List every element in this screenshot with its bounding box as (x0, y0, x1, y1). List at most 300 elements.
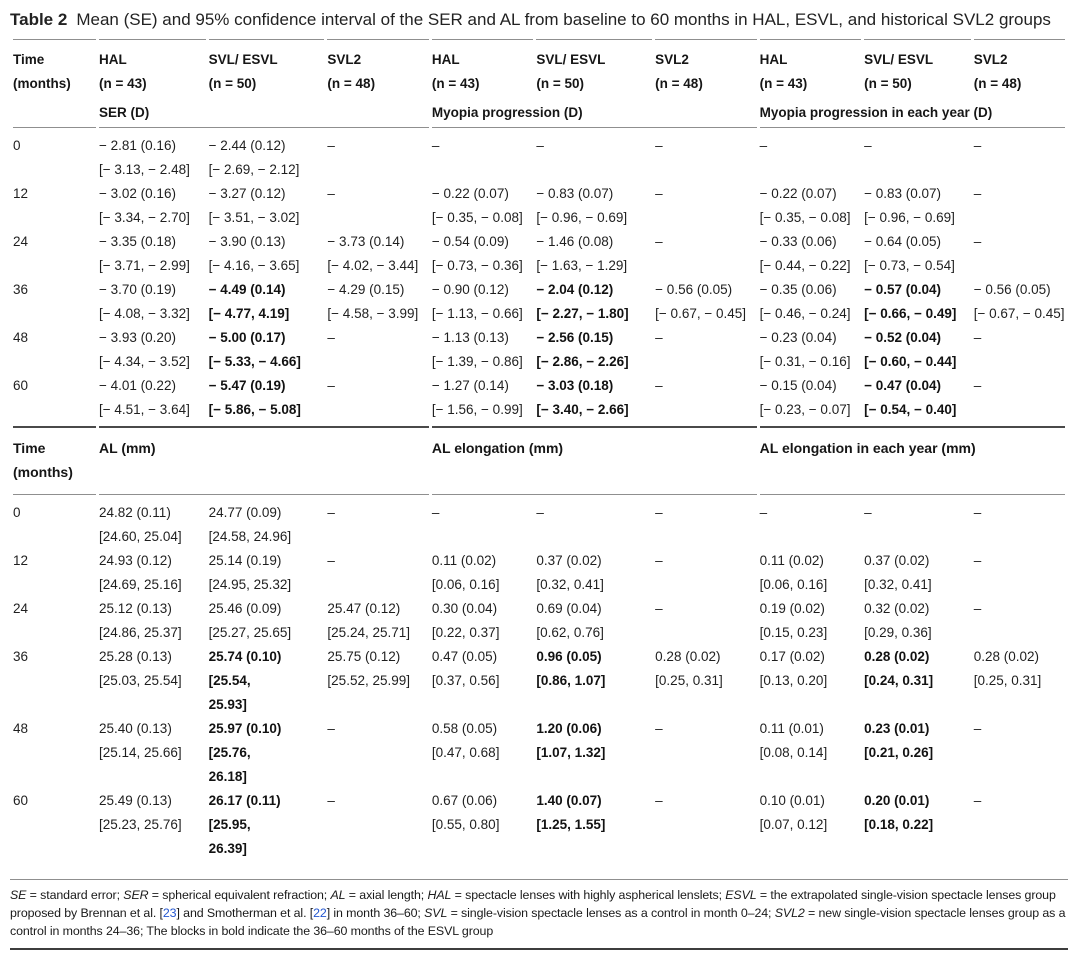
mean-se-value: 26.17 (0.11) (208, 793, 281, 808)
ci-value: [− 4.51, − 3.64] (99, 402, 190, 417)
table-cell (974, 549, 1065, 597)
table-cell (655, 230, 756, 278)
table-row (13, 230, 1065, 278)
table-cell (864, 789, 971, 865)
ci-value: [− 0.96, − 0.69] (536, 210, 628, 225)
table-cell (760, 128, 861, 182)
ci-value: [− 4.16, − 3.65] (208, 258, 300, 273)
ci-value: [− 0.44, − 0.22] (759, 258, 851, 273)
time-cell (13, 182, 96, 230)
measure-header-cell: SER (D) (99, 96, 429, 128)
time-cell (13, 549, 96, 597)
table-cell (536, 326, 652, 374)
table-cell (864, 717, 971, 789)
table-cell (655, 645, 756, 717)
empty-cell-dash: – (655, 601, 663, 616)
ci-value: [0.06, 0.16] (759, 577, 828, 592)
ci-value: [0.47, 0.68] (431, 745, 500, 760)
empty-cell-dash: – (973, 138, 982, 153)
table-row (13, 549, 1065, 597)
group-name: SVL/ ESVL (864, 52, 934, 67)
mean-se-value: 25.46 (0.09) (208, 601, 282, 616)
time-value: 36 (13, 649, 29, 664)
table-cell (536, 128, 652, 182)
table-cell (974, 230, 1065, 278)
table-cell (209, 128, 325, 182)
ci-value: [− 4.02, − 3.44] (327, 258, 419, 273)
ci-value: [− 3.71, − 2.99] (99, 258, 190, 273)
time-value: 48 (13, 721, 29, 736)
table-cell (864, 128, 971, 182)
group-name: SVL2 (655, 52, 689, 67)
ci-value: [− 1.56, − 0.99] (431, 402, 523, 417)
empty-cell-dash: – (759, 138, 768, 153)
time-cell (13, 597, 96, 645)
mean-se-value: 25.75 (0.12) (327, 649, 401, 664)
ci-value: [− 3.13, − 2.48] (99, 162, 190, 177)
mean-se-value: − 1.13 (0.13) (431, 330, 509, 345)
ci-value: [− 5.86, − 5.08] (208, 402, 301, 417)
table-cell (327, 495, 428, 549)
empty-cell-dash: – (655, 138, 663, 153)
ci-value: [1.25, 1.55] (536, 817, 606, 832)
empty-cell-dash: – (327, 793, 335, 808)
ci-value: [− 0.54, − 0.40] (864, 402, 957, 417)
table-cell (760, 326, 861, 374)
table-row (13, 597, 1065, 645)
table-cell (209, 789, 325, 865)
ci-value-wrap: 26.18] (208, 769, 247, 784)
table-cell (327, 128, 428, 182)
ser-table-head (13, 39, 1065, 128)
time-value: 0 (13, 505, 21, 520)
group-header-cell (974, 39, 1065, 96)
table-cell (209, 278, 325, 326)
time-value: 60 (13, 378, 29, 393)
mean-se-value: 0.11 (0.02) (431, 553, 497, 568)
table-cell (974, 495, 1065, 549)
mean-se-value: − 4.49 (0.14) (208, 282, 286, 297)
table-cell (974, 182, 1065, 230)
group-header-cell (760, 39, 861, 96)
mean-se-value: 0.96 (0.05) (536, 649, 602, 664)
table-cell (432, 495, 533, 549)
table-footnote (10, 879, 1068, 950)
mean-se-value: 25.14 (0.19) (208, 553, 282, 568)
table-cell (760, 597, 861, 645)
table-cell (327, 645, 428, 717)
mean-se-value: − 2.04 (0.12) (536, 282, 614, 297)
mean-se-value: 25.12 (0.13) (99, 601, 172, 616)
footnote-text: = new single-vision spectacle lenses group as a control in months 24–36; The blocks in bold indicate the 36–60 months of the ESVL group (10, 906, 1066, 938)
citation-link[interactable]: 23 (162, 906, 177, 920)
footnote-text: = the extrapolated single-vision spectacle lenses group proposed by Brennan et al. [ (10, 888, 1056, 920)
group-name: HAL (99, 52, 127, 67)
ci-value: [25.23, 25.76] (99, 817, 182, 832)
table-row (13, 326, 1065, 374)
mean-se-value: − 2.56 (0.15) (536, 330, 614, 345)
empty-cell-dash: – (655, 330, 663, 345)
ci-value: [− 4.58, − 3.99] (327, 306, 419, 321)
mean-se-value: 25.40 (0.13) (99, 721, 172, 736)
ci-value: [25.03, 25.54] (99, 673, 182, 688)
time-value: 0 (13, 138, 21, 153)
ci-value: [1.07, 1.32] (536, 745, 606, 760)
table-row (13, 128, 1065, 182)
ci-value: [− 3.51, − 3.02] (208, 210, 300, 225)
group-header-cell (99, 39, 206, 96)
ci-value: [0.15, 0.23] (759, 625, 828, 640)
empty-cell-dash: – (973, 793, 982, 808)
empty-cell-dash: – (759, 505, 768, 520)
ci-value: [24.95, 25.32] (208, 577, 292, 592)
table-cell (209, 549, 325, 597)
mean-se-value: − 0.54 (0.09) (431, 234, 509, 249)
time-cell (13, 374, 96, 426)
ci-value: [− 0.60, − 0.44] (864, 354, 957, 369)
empty-cell-dash: – (327, 186, 335, 201)
mean-se-value: − 3.27 (0.12) (208, 186, 286, 201)
ci-value: [24.86, 25.37] (99, 625, 182, 640)
table-cell (974, 789, 1065, 865)
footnote-abbreviation: ESVL (725, 888, 757, 902)
time-value: 60 (13, 793, 29, 808)
footnote-text: ] in month 36–60; (326, 906, 425, 920)
empty-cell-dash: – (655, 378, 663, 393)
table-cell (432, 230, 533, 278)
measure-header-spacer (13, 96, 96, 128)
table-cell (864, 645, 971, 717)
ci-value: [− 4.77, 4.19] (208, 306, 290, 321)
table-cell (974, 128, 1065, 182)
table-cell (327, 789, 428, 865)
mean-se-value: 24.82 (0.11) (99, 505, 171, 520)
table-row (13, 278, 1065, 326)
table-cell (99, 597, 206, 645)
citation-link[interactable]: 22 (313, 906, 327, 920)
mean-se-value: 24.93 (0.12) (99, 553, 172, 568)
mean-se-value: 0.17 (0.02) (759, 649, 825, 664)
ci-value: [0.25, 0.31] (973, 673, 1042, 688)
time-cell (13, 230, 96, 278)
table-cell (864, 182, 971, 230)
ci-value: [0.86, 1.07] (536, 673, 606, 688)
ci-value: [− 2.86, − 2.26] (536, 354, 629, 369)
mean-se-value: 0.67 (0.06) (431, 793, 498, 808)
mean-se-value: 24.77 (0.09) (208, 505, 282, 520)
mean-se-value: − 0.56 (0.05) (655, 282, 733, 297)
group-name: SVL2 (327, 52, 362, 67)
group-header-cell (536, 39, 652, 96)
table-cell (99, 182, 206, 230)
table-cell (99, 789, 206, 865)
mean-se-value: 25.97 (0.10) (208, 721, 282, 736)
ci-value: [− 0.73, − 0.36] (431, 258, 523, 273)
ci-value: [− 1.13, − 0.66] (431, 306, 523, 321)
table-cell (99, 717, 206, 789)
ci-value: [− 0.35, − 0.08] (759, 210, 851, 225)
table-cell (864, 326, 971, 374)
empty-cell-dash: – (973, 330, 982, 345)
empty-cell-dash: – (327, 505, 335, 520)
mean-se-value: 25.28 (0.13) (99, 649, 172, 664)
mean-se-value: − 3.02 (0.16) (99, 186, 176, 201)
table-row (13, 374, 1065, 426)
ci-value: [− 1.39, − 0.86] (431, 354, 523, 369)
time-value: 24 (13, 234, 29, 249)
ci-value: [0.62, 0.76] (536, 625, 604, 640)
ci-value: [− 0.31, − 0.16] (759, 354, 851, 369)
table-cell (432, 182, 533, 230)
table-cell (209, 645, 325, 717)
mean-se-value: 25.49 (0.13) (99, 793, 172, 808)
al-header-row (13, 426, 1065, 495)
table-cell (864, 597, 971, 645)
table-cell (209, 374, 325, 426)
mean-se-value: 0.47 (0.05) (431, 649, 498, 664)
ci-value: [− 3.40, − 2.66] (536, 402, 629, 417)
table-row (13, 495, 1065, 549)
ci-value: [− 1.63, − 1.29] (536, 258, 628, 273)
ci-value: [− 0.67, − 0.45] (973, 306, 1065, 321)
ci-value: [− 2.69, − 2.12] (208, 162, 300, 177)
empty-cell-dash: – (864, 138, 872, 153)
empty-cell-dash: – (655, 505, 663, 520)
time-cell (13, 326, 96, 374)
mean-se-value: − 0.47 (0.04) (864, 378, 942, 393)
group-header-cell (209, 39, 325, 96)
table-cell (655, 326, 756, 374)
mean-se-value: − 5.00 (0.17) (208, 330, 286, 345)
empty-cell-dash: – (327, 378, 335, 393)
measure-header-row (13, 96, 1065, 128)
table-cell (760, 717, 861, 789)
mean-se-value: 1.20 (0.06) (536, 721, 602, 736)
table-cell (209, 326, 325, 374)
table-cell (327, 597, 428, 645)
table-cell (99, 495, 206, 549)
ci-value: [0.25, 0.31] (655, 673, 723, 688)
ci-value: [25.14, 25.66] (99, 745, 182, 760)
mean-se-value: − 0.83 (0.07) (536, 186, 614, 201)
table-cell (99, 128, 206, 182)
footnote-abbreviation: HAL (427, 888, 452, 902)
mean-se-value: 1.40 (0.07) (536, 793, 602, 808)
measure-header-cell (760, 426, 1065, 495)
ci-value: [25.52, 25.99] (327, 673, 410, 688)
table-cell (974, 326, 1065, 374)
group-sample-size: (n = 50) (208, 76, 257, 91)
ci-value: [24.60, 25.04] (99, 529, 182, 544)
empty-cell-dash: – (655, 793, 663, 808)
group-header-cell (864, 39, 971, 96)
footnote-text: = spectacle lenses with highly aspherical lenslets; (451, 888, 726, 902)
mean-se-value: 0.28 (0.02) (973, 649, 1039, 664)
mean-se-value: 0.28 (0.02) (655, 649, 721, 664)
footnote-abbreviation: SVL (424, 906, 448, 920)
time-value: 36 (13, 282, 29, 297)
table-cell (655, 717, 756, 789)
ci-value: [24.58, 24.96] (208, 529, 292, 544)
ci-value: [0.13, 0.20] (759, 673, 828, 688)
table-cell (655, 374, 756, 426)
mean-se-value: − 0.52 (0.04) (864, 330, 942, 345)
mean-se-value: − 3.73 (0.14) (327, 234, 405, 249)
table-cell (327, 549, 428, 597)
table-cell (327, 278, 428, 326)
ci-value: [0.32, 0.41] (864, 577, 932, 592)
mean-se-value: 0.23 (0.01) (864, 721, 930, 736)
table-row (13, 717, 1065, 789)
mean-se-value: − 0.33 (0.06) (759, 234, 837, 249)
empty-cell-dash: – (864, 505, 872, 520)
table-cell (655, 128, 756, 182)
table-cell (536, 789, 652, 865)
empty-cell-dash: – (973, 505, 982, 520)
mean-se-value: 0.11 (0.01) (759, 721, 824, 736)
table-cell (327, 717, 428, 789)
measure-header-cell (99, 426, 429, 495)
time-cell (13, 278, 96, 326)
mean-se-value: 0.69 (0.04) (536, 601, 602, 616)
ci-value: [− 0.46, − 0.24] (759, 306, 851, 321)
mean-se-value: − 0.22 (0.07) (759, 186, 837, 201)
table-cell (99, 549, 206, 597)
group-sample-size: (n = 43) (759, 76, 808, 91)
table-cell (760, 645, 861, 717)
group-header-row (13, 39, 1065, 96)
mean-se-value: 0.58 (0.05) (431, 721, 498, 736)
table-cell (432, 128, 533, 182)
measure-header-label: AL elongation in each year (mm) (759, 440, 976, 456)
table-cell (209, 182, 325, 230)
mean-se-value: − 0.35 (0.06) (759, 282, 837, 297)
table-cell (99, 278, 206, 326)
table-row (13, 789, 1065, 865)
table-row (13, 182, 1065, 230)
ci-value: [0.55, 0.80] (431, 817, 500, 832)
table-cell (974, 717, 1065, 789)
empty-cell-dash: – (327, 330, 335, 345)
time-cell (13, 495, 96, 549)
ci-value: [− 0.67, − 0.45] (655, 306, 746, 321)
time-value: 12 (13, 553, 29, 568)
table-cell (99, 230, 206, 278)
mean-se-value: − 0.56 (0.05) (973, 282, 1051, 297)
ci-value: [− 0.96, − 0.69] (864, 210, 955, 225)
axial-length-table (10, 426, 1068, 865)
ci-value: [25.24, 25.71] (327, 625, 410, 640)
table-row (13, 645, 1065, 717)
table-cell (974, 597, 1065, 645)
table-cell (327, 374, 428, 426)
footnote-abbreviation: AL (330, 888, 346, 902)
ci-value: [0.08, 0.14] (759, 745, 828, 760)
ci-value: [25.76, (208, 745, 251, 760)
mean-se-value: 0.30 (0.04) (431, 601, 498, 616)
mean-se-value: − 0.64 (0.05) (864, 234, 942, 249)
table-cell (655, 597, 756, 645)
mean-se-value: 0.37 (0.02) (536, 553, 602, 568)
table-cell (760, 789, 861, 865)
ci-value-wrap: 26.39] (208, 841, 247, 856)
group-name: SVL2 (973, 52, 1008, 67)
table-cell (655, 278, 756, 326)
empty-cell-dash: – (655, 234, 663, 249)
table-cell (655, 549, 756, 597)
table-cell (432, 374, 533, 426)
time-header-line1: Time (13, 52, 45, 67)
group-sample-size: (n = 48) (327, 76, 376, 91)
time-header-line2: (months) (13, 464, 73, 480)
table-cell (864, 230, 971, 278)
footnote-text: = standard error; (26, 888, 124, 902)
table-cell (536, 549, 652, 597)
mean-se-value: − 4.01 (0.22) (99, 378, 176, 393)
mean-se-value: 0.37 (0.02) (864, 553, 930, 568)
mean-se-value: 0.19 (0.02) (759, 601, 825, 616)
table-caption (10, 8, 1068, 32)
mean-se-value: 0.32 (0.02) (864, 601, 930, 616)
group-sample-size: (n = 43) (431, 76, 480, 91)
group-header-cell (432, 39, 533, 96)
ser-table-body (13, 128, 1065, 426)
empty-cell-dash: – (431, 505, 440, 520)
time-cell (13, 789, 96, 865)
table-cell (432, 717, 533, 789)
ci-value: [− 5.33, − 4.66] (208, 354, 301, 369)
mean-se-value: − 0.23 (0.04) (759, 330, 837, 345)
ci-value: [− 4.08, − 3.32] (99, 306, 190, 321)
table-cell (209, 495, 325, 549)
mean-se-value: − 5.47 (0.19) (208, 378, 286, 393)
group-header-cell (327, 39, 428, 96)
table-cell (432, 789, 533, 865)
ci-value: [− 0.73, − 0.54] (864, 258, 955, 273)
ci-value: [25.54, (208, 673, 251, 688)
mean-se-value: 0.11 (0.02) (759, 553, 824, 568)
mean-se-value: − 0.90 (0.12) (431, 282, 509, 297)
time-cell (13, 717, 96, 789)
empty-cell-dash: – (973, 378, 982, 393)
table-cell (99, 326, 206, 374)
table-cell (760, 495, 861, 549)
ci-value: [0.37, 0.56] (431, 673, 500, 688)
mean-se-value: − 3.03 (0.18) (536, 378, 614, 393)
table-cell (209, 597, 325, 645)
group-name: SVL/ ESVL (208, 52, 278, 67)
ci-value: [− 4.34, − 3.52] (99, 354, 190, 369)
time-column-header (13, 39, 96, 96)
ci-value: [0.22, 0.37] (431, 625, 500, 640)
table-cell (536, 374, 652, 426)
table-cell (432, 645, 533, 717)
table-cell (536, 645, 652, 717)
table-cell (536, 597, 652, 645)
ci-value: [0.29, 0.36] (864, 625, 932, 640)
table-cell (327, 230, 428, 278)
mean-se-value: − 1.27 (0.14) (431, 378, 509, 393)
mean-se-value: − 2.81 (0.16) (99, 138, 176, 153)
table-cell (536, 230, 652, 278)
al-table-body (13, 495, 1065, 865)
table-cell (760, 278, 861, 326)
al-table-head (13, 426, 1065, 495)
ci-value: [0.18, 0.22] (864, 817, 934, 832)
measure-header-label: AL (mm) (99, 440, 156, 456)
ci-value: [0.06, 0.16] (431, 577, 500, 592)
time-cell (13, 645, 96, 717)
